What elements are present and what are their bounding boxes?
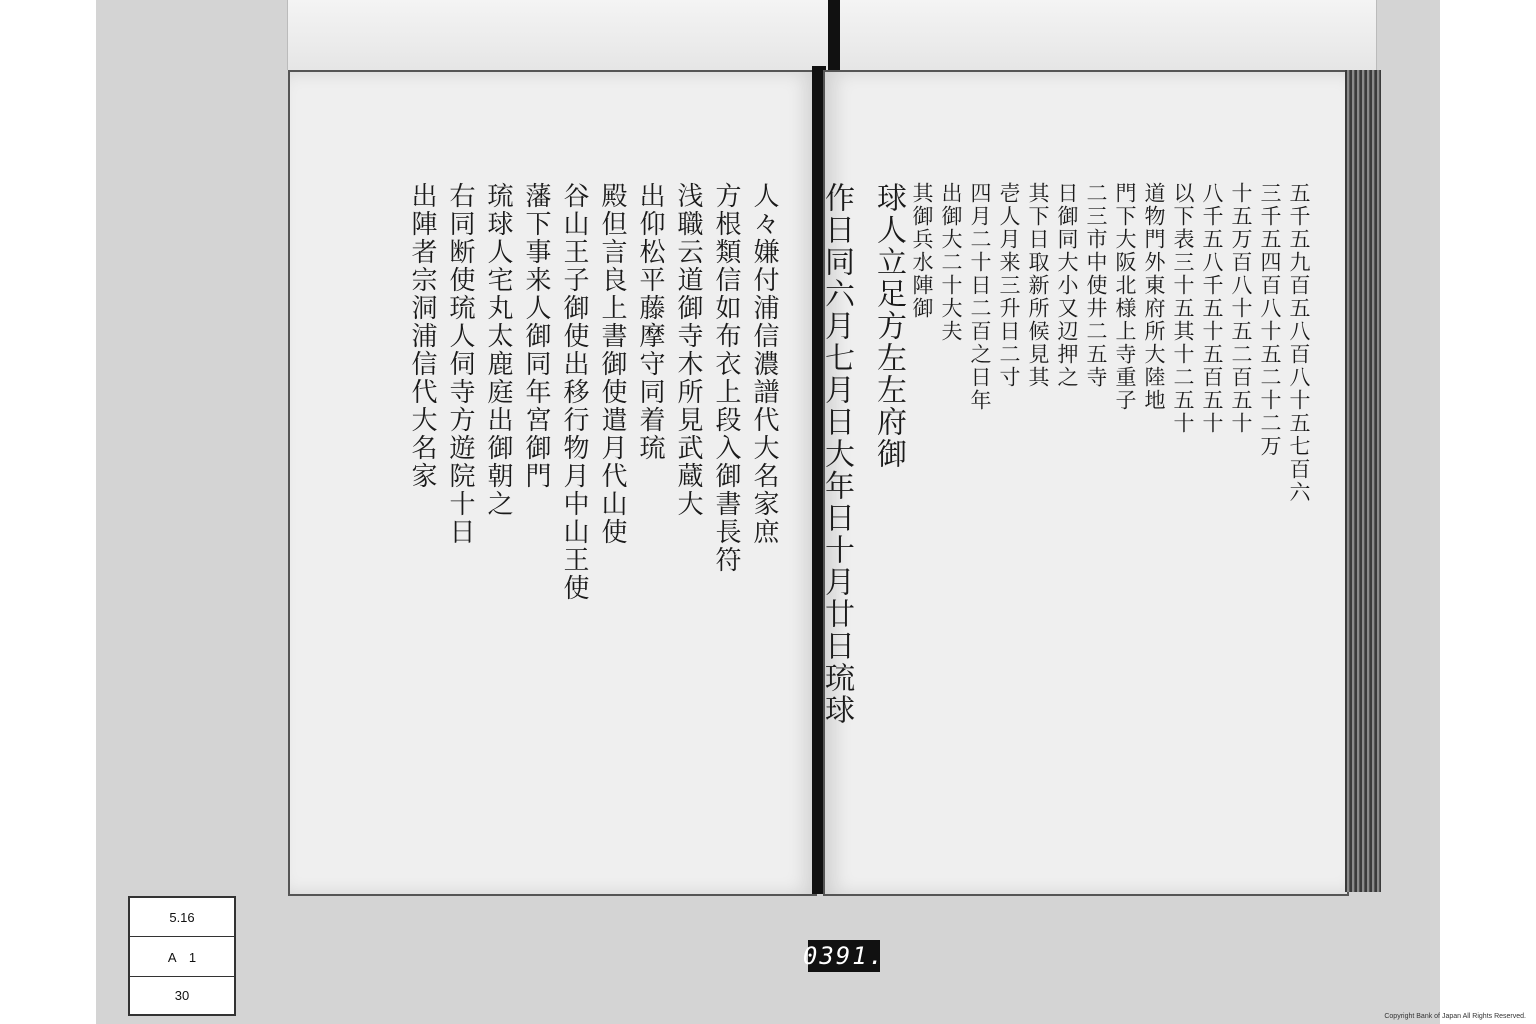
text-column: 琉球人宅丸太鹿庭出御朝之: [483, 182, 513, 518]
text-column: 以下表三十五其十二五十: [1171, 182, 1195, 435]
text-column: 藩下事来人御同年宮御門: [521, 182, 551, 490]
text-column: 門下大阪北様上寺重子: [1113, 182, 1137, 412]
right-page: [819, 70, 1349, 896]
text-column: 方根類信如布衣上段入御書長符: [711, 182, 741, 574]
left-page-text: [290, 72, 815, 894]
text-column: 出御大二十大夫: [939, 182, 963, 343]
label-line-1: 5.16: [130, 898, 234, 937]
book-top-edge: [287, 0, 1377, 70]
frame-number: 0391.: [802, 942, 886, 970]
text-column: 壱人月来三升日二寸: [997, 182, 1021, 389]
label-line-2: A 1: [130, 937, 234, 976]
text-column: 其御兵水陣御: [910, 182, 934, 320]
text-column: 人々嫌付浦信濃譜代大名家庶: [749, 182, 779, 546]
text-column: 八千五八千五十五百五十: [1200, 182, 1224, 435]
book-page-edges: [1345, 70, 1381, 892]
text-column: 其下日取新所候見其: [1026, 182, 1050, 389]
left-page: [288, 70, 817, 896]
text-column: 道物門外東府所大陸地: [1142, 182, 1166, 412]
text-column: 殿但言良上書御使遣月代山使: [597, 182, 627, 546]
text-column: 右同断使琉人伺寺方遊院十日: [445, 182, 475, 546]
text-column: 十五万百八十五二百五十: [1229, 182, 1253, 435]
text-column-large: 作日同六月七月日大年日十月廿日琉球: [819, 182, 854, 726]
text-column: 谷山王子御使出移行物月中山王使: [559, 182, 589, 602]
text-column: 四月二十日二百之日年: [968, 182, 992, 412]
text-column: 出陣者宗洞浦信代大名家: [407, 182, 437, 490]
archive-label-card: [128, 896, 236, 1016]
text-column: 五千五九百五八百八十五七百六: [1287, 182, 1311, 504]
label-line-3: 30: [174, 988, 190, 1004]
text-column-large: 球人立足方左左府御: [871, 182, 906, 470]
text-column: 出仰松平藤摩守同着琉: [635, 182, 665, 462]
text-column: 二三市中使井二五寺: [1084, 182, 1108, 389]
text-column: 日御同大小又辺押之: [1055, 182, 1079, 389]
text-column: 浅職云道御寺木所見武蔵大: [673, 182, 703, 518]
copyright-notice: Copyright Bank of Japan All Rights Reserved.: [1384, 1013, 1526, 1020]
text-column: 三千五四百八十五二十二万: [1258, 182, 1282, 458]
right-page-text: [819, 72, 1347, 894]
